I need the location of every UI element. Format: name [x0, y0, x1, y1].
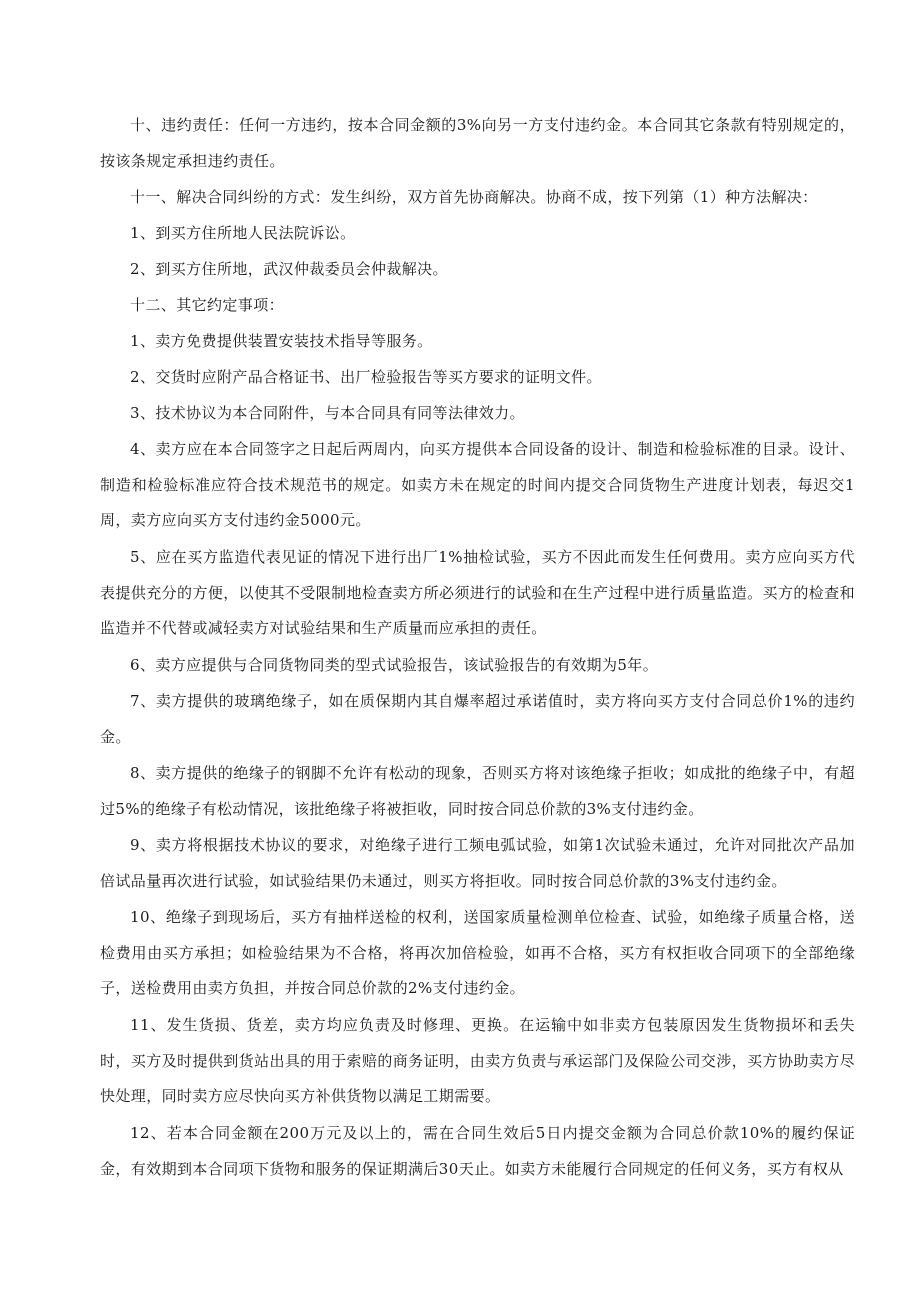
- dispute-option-1: 1、到买方住所地人民法院诉讼。: [130, 224, 356, 242]
- clause-12-other-matters: 十二、其它约定事项：: [130, 296, 285, 314]
- clause-11-dispute-resolution: 十一、解决合同纠纷的方式：发生纠纷，双方首先协商解决。协商不成，按下列第（1）种方法解决：: [130, 188, 818, 206]
- clause-10-breach-liability: 十、违约责任：任何一方违约，按本合同金额的3%向另一方支付违约金。本合同其它条款有特别规定的，按该条规定承担违约责任。: [100, 116, 855, 170]
- other-matter-5: 5、应在买方监造代表见证的情况下进行出厂1%抽检试验，买方不因此而发生任何费用。卖方应向买方代表提供充分的方便，以使其不受限制地检查卖方所必须进行的试验和在生产过程中进行质量监造。买方的检查和监造并不代替或减轻卖方对试验结果和生产质量而应承担的责任。: [100, 548, 855, 637]
- other-matter-8: 8、卖方提供的绝缘子的钢脚不允许有松动的现象，否则买方将对该绝缘子拒收；如成批的绝缘子中，有超过5%的绝缘子有松动情况，该批绝缘子将被拒收，同时按合同总价款的3%支付违约金。: [100, 764, 855, 818]
- other-matter-10: 10、绝缘子到现场后，买方有抽样送检的权利，送国家质量检测单位检查、试验，如绝缘子质量合格，送检费用由买方承担；如检验结果为不合格，将再次加倍检验，如再不合格，买方有权拒收合同项下的全部绝缘子，送检费用由卖方负担，并按合同总价款的2%支付违约金。: [100, 908, 855, 997]
- other-matter-9: 9、卖方将根据技术协议的要求，对绝缘子进行工频电弧试验，如第1次试验未通过，允许对同批次产品加倍试品量再次进行试验，如试验结果仍未通过，则买方将拒收。同时按合同总价款的3%支付违约金。: [100, 836, 855, 890]
- other-matter-7: 7、卖方提供的玻璃绝缘子，如在质保期内其自爆率超过承诺值时，卖方将向买方支付合同总价1%的违约金。: [100, 692, 855, 746]
- other-matter-1: 1、卖方免费提供装置安装技术指导等服务。: [130, 332, 433, 350]
- other-matter-3: 3、技术协议为本合同附件，与本合同具有同等法律效力。: [130, 404, 525, 422]
- other-matter-11: 11、发生货损、货差，卖方均应负责及时修理、更换。在运输中如非卖方包装原因发生货物损坏和丢失时，买方及时提供到货站出具的用于索赔的商务证明，由卖方负责与承运部门及保险公司交涉，买方协助卖方尽快处理，同时卖方应尽快向买方补供货物以满足工期需要。: [100, 1016, 855, 1105]
- other-matter-2: 2、交货时应附产品合格证书、出厂检验报告等买方要求的证明文件。: [130, 368, 602, 386]
- other-matter-4: 4、卖方应在本合同签字之日起后两周内，向买方提供本合同设备的设计、制造和检验标准的目录。设计、制造和检验标准应符合技术规范书的规定。如卖方未在规定的时间内提交合同货物生产进度计划表，每迟交1周，卖方应向买方支付违约金5000元。: [100, 440, 855, 529]
- dispute-option-2: 2、到买方住所地，武汉仲裁委员会仲裁解决。: [130, 260, 448, 278]
- other-matter-6: 6、卖方应提供与合同货物同类的型式试验报告，该试验报告的有效期为5年。: [130, 656, 659, 674]
- other-matter-12: 12、若本合同金额在200万元及以上的，需在合同生效后5日内提交金额为合同总价款10%的履约保证金，有效期到本合同项下货物和服务的保证期满后30天止。如卖方未能履行合同规定的任何义务，买方有权从: [100, 1124, 855, 1178]
